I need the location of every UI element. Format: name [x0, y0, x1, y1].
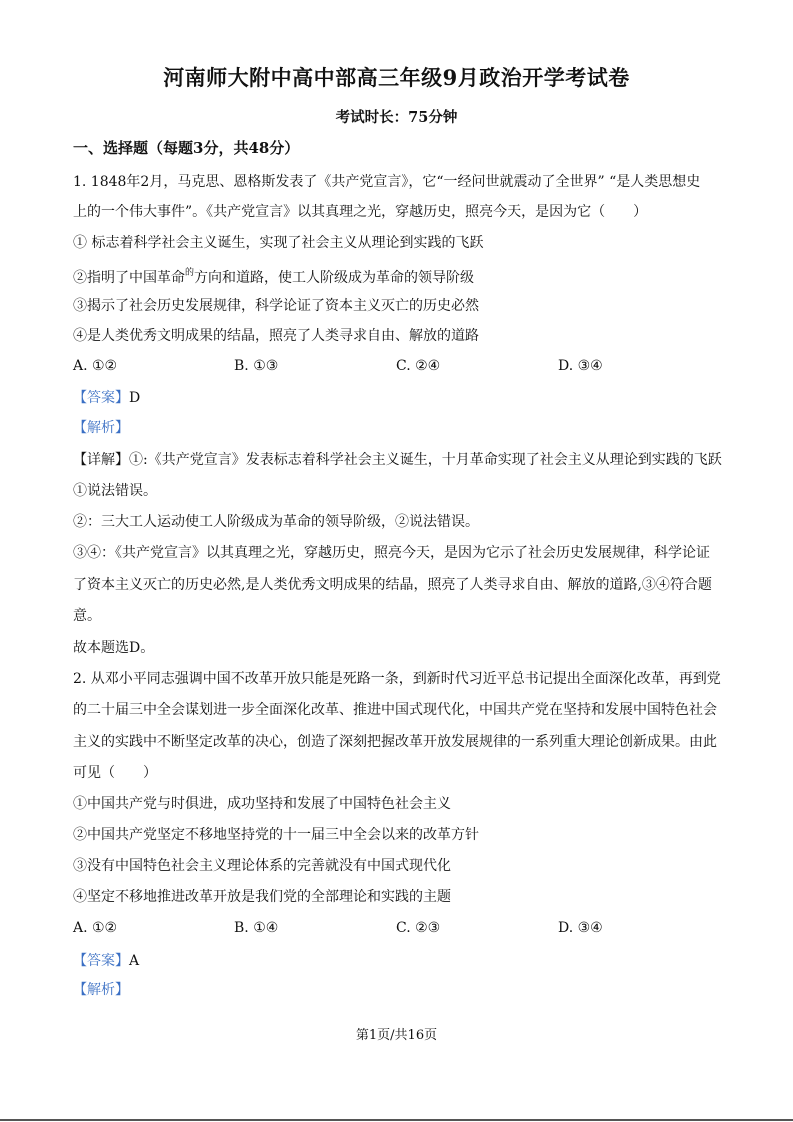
q1-answer-value: D: [129, 390, 141, 406]
q1-answer-tag: 【答案】: [73, 390, 129, 406]
q1-detail-line4: ③④：《共产党宣言》以其真理之光，穿越历史，照亮今天，是因为它示了社会历史发展规律，科学论证: [73, 545, 710, 561]
q2-stem-line1: 2. 从邓小平同志强调中国不改革开放只能是死路一条，到新时代习近平总书记提出全面深化改革，再到党: [73, 671, 721, 687]
q2-options: [73, 918, 603, 938]
q2-option-d: D. ③④: [558, 920, 603, 936]
q1-stem-line1: 1. 1848年2月，马克思、恩格斯发表了《共产党宣言》，它“一经问世就震动了全世界” “是人类思想史: [73, 174, 701, 190]
q1-conclusion: 故本题选D。: [73, 640, 155, 656]
q2-item4: ④坚定不移地推进改革开放是我们党的全部理论和实践的主题: [73, 889, 451, 905]
q1-analysis-tag: 【解析】: [73, 420, 129, 436]
q2-option-c: C. ②③: [396, 920, 441, 936]
exam-duration: 考试时长：75分钟: [335, 109, 458, 126]
q1-item2-superscript: 的: [185, 268, 195, 278]
q2-answer: [73, 951, 139, 971]
q2-analysis-tag: 【解析】: [73, 982, 129, 998]
q1-option-a: A. ①②: [73, 358, 118, 374]
q1-item4: ④是人类优秀文明成果的结晶，照亮了人类寻求自由、解放的道路: [73, 328, 479, 344]
q2-stem-line2: 的二十届三中全会谋划进一步全面深化改革、推进中国式现代化，中国共产党在坚持和发展中国特色社会: [73, 702, 717, 718]
q2-item3: ③没有中国特色社会主义理论体系的完善就没有中国式现代化: [73, 858, 451, 874]
q1-detail-line2: ①说法错误。: [73, 483, 157, 499]
exam-title: 河南师大附中高中部高三年级9月政治开学考试卷: [163, 65, 630, 90]
q1-item1: ① 标志着科学社会主义诞生，实现了社会主义从理论到实践的飞跃: [73, 235, 484, 251]
q1-answer: [73, 388, 140, 408]
q1-item2-part1: ②指明了中国革命: [73, 270, 185, 286]
q2-stem-line4: 可见（ ）: [73, 765, 157, 781]
q2-answer-tag: 【答案】: [73, 953, 129, 969]
q1-item2: [73, 263, 474, 288]
q2-option-b: B. ①④: [234, 920, 279, 936]
q2-item2: ②中国共产党坚定不移地坚持党的十一届三中全会以来的改革方针: [73, 827, 479, 843]
q1-option-d: D. ③④: [558, 358, 603, 374]
q1-detail-line5: 了资本主义灭亡的历史必然,是人类优秀文明成果的结晶，照亮了人类寻求自由、解放的道路,③④符合题: [73, 577, 712, 593]
section-heading: 一、选择题（每题3分，共48分）: [73, 139, 300, 157]
q1-option-c: C. ②④: [396, 358, 441, 374]
q1-item2-part2: 方向和道路，使工人阶级成为革命的领导阶级: [194, 270, 475, 286]
q1-detail-line3: ②：三大工人运动使工人阶级成为革命的领导阶级，②说法错误。: [73, 514, 479, 530]
bottom-divider: [0, 1119, 793, 1121]
page-number: 第1页/共16页: [355, 1028, 438, 1043]
q1-item3: ③揭示了社会历史发展规律，科学论证了资本主义灭亡的历史必然: [73, 298, 479, 314]
q1-stem-line2: 上的一个伟大事件”。《共产党宣言》以其真理之光，穿越历史，照亮今天，是因为它（ ）: [73, 204, 648, 220]
q1-detail-line1: 【详解】①:《共产党宣言》发表标志着科学社会主义诞生，十月革命实现了社会主义从理论到实践的飞跃: [73, 452, 722, 468]
q2-option-a: A. ①②: [73, 920, 118, 936]
q2-item1: ①中国共产党与时俱进，成功坚持和发展了中国特色社会主义: [73, 796, 451, 812]
q1-options: [73, 356, 603, 376]
q1-detail-line6: 意。: [73, 608, 101, 624]
q2-stem-line3: 主义的实践中不断坚定改革的决心，创造了深刻把握改革开放发展规律的一系列重大理论创新成果。由此: [73, 734, 717, 750]
q1-option-b: B. ①③: [234, 358, 279, 374]
q2-answer-value: A: [129, 953, 140, 969]
